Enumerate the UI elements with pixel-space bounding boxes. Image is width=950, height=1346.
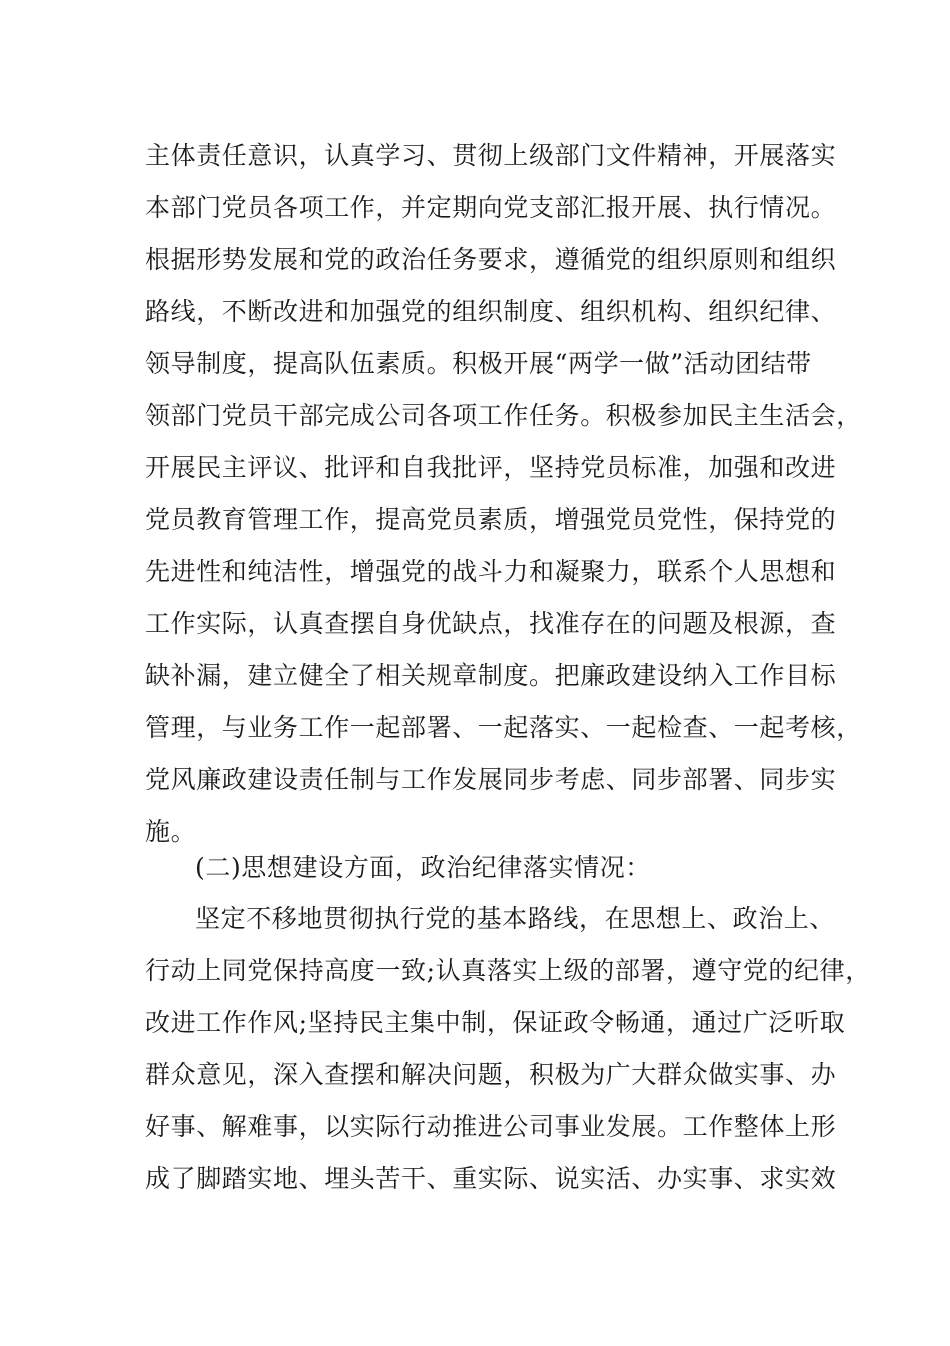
paragraph-line: 领部门党员干部完成公司各项工作任务。积极参加民主生活会， bbox=[145, 401, 862, 430]
paragraph-line: 本部门党员各项工作，并定期向党支部汇报开展、执行情况。 bbox=[145, 193, 837, 222]
paragraph-line: 缺补漏，建立健全了相关规章制度。把廉政建设纳入工作目标 bbox=[145, 661, 837, 690]
paragraph-line: 改进工作作风;坚持民主集中制，保证政令畅通，通过广泛听取 bbox=[145, 1008, 846, 1037]
paragraph-line: 根据形势发展和党的政治任务要求，遵循党的组织原则和组织 bbox=[145, 245, 837, 274]
paragraph-line: 路线，不断改进和加强党的组织制度、组织机构、组织纪律、 bbox=[145, 297, 837, 326]
paragraph-line: 行动上同党保持高度一致;认真落实上级的部署，遵守党的纪律， bbox=[145, 956, 871, 985]
paragraph-line: 党风廉政建设责任制与工作发展同步考虑、同步部署、同步实 bbox=[145, 765, 837, 794]
paragraph-line: 工作实际，认真查摆自身优缺点，找准存在的问题及根源，查 bbox=[145, 609, 837, 638]
paragraph-line: 主体责任意识，认真学习、贯彻上级部门文件精神，开展落实 bbox=[145, 141, 837, 170]
section-heading: (二)思想建设方面，政治纪律落实情况： bbox=[195, 853, 651, 882]
paragraph-line: 成了脚踏实地、埋头苦干、重实际、说实活、办实事、求实效 bbox=[145, 1164, 837, 1193]
paragraph-line: 好事、解难事，以实际行动推进公司事业发展。工作整体上形 bbox=[145, 1112, 837, 1141]
paragraph-ideological-building bbox=[145, 893, 871, 1205]
paragraph-party-building bbox=[145, 130, 862, 858]
paragraph-line: 先进性和纯洁性，增强党的战斗力和凝聚力，联系个人思想和 bbox=[145, 557, 837, 586]
paragraph-line: 领导制度，提高队伍素质。积极开展“两学一做”活动团结带 bbox=[145, 349, 812, 378]
paragraph-line: 开展民主评议、批评和自我批评，坚持党员标准，加强和改进 bbox=[145, 453, 837, 482]
paragraph-line: 党员教育管理工作，提高党员素质，增强党员党性，保持党的 bbox=[145, 505, 837, 534]
section-heading-block bbox=[145, 842, 825, 894]
paragraph-line: 施。 bbox=[145, 817, 197, 846]
paragraph-line: 坚定不移地贯彻执行党的基本路线，在思想上、政治上、 bbox=[195, 904, 836, 933]
paragraph-line: 群众意见，深入查摆和解决问题，积极为广大群众做实事、办 bbox=[145, 1060, 837, 1089]
paragraph-line: 管理，与业务工作一起部署、一起落实、一起检查、一起考核， bbox=[145, 713, 862, 742]
